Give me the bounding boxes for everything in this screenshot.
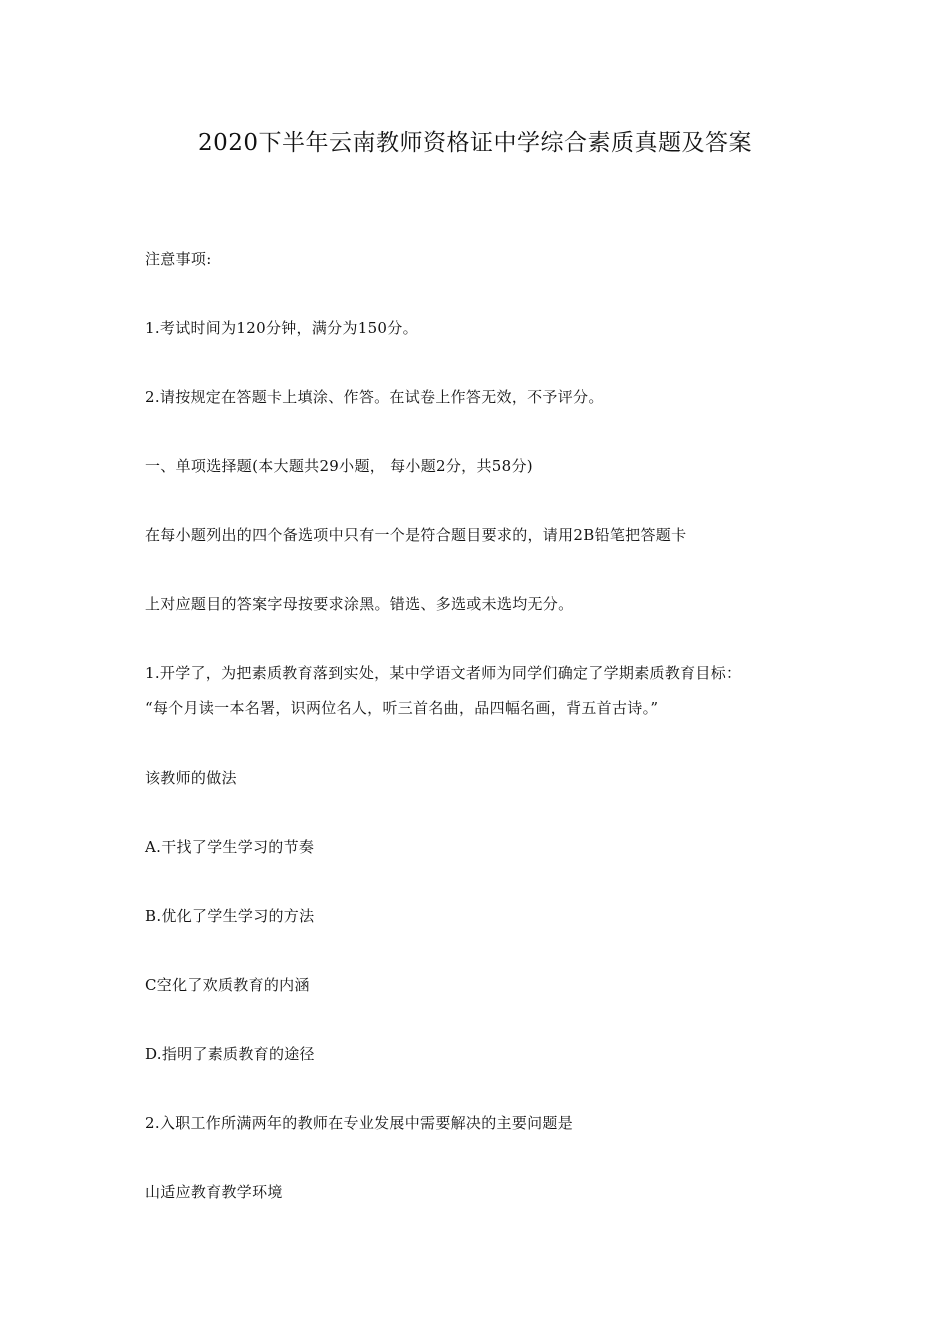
question-1-option-b: B.优化了学生学习的方法 [145,907,315,925]
question-1-stem-line-1: 1.开学了，为把素质教育落到实处，某中学语文者师为同学们确定了学期素质教育目标： [145,664,742,682]
question-1-option-a: A.干找了学生学习的节奏 [145,838,315,856]
question-1-option-c: C空化了欢质教育的内涵 [145,976,310,994]
question-2-stem: 2.入职工作所满两年的教师在专业发展中需要解决的主要问题是 [145,1114,574,1132]
question-1-stem-line-2: “每个月读一本名署，识两位名人，听三首名曲，品四幅名画，背五首古诗。” [145,699,659,717]
instruction-line-2: 上对应题目的答案字母按要求涂黑。错选、多选或未选均无分。 [145,595,574,613]
notice-heading: 注意事项: [145,250,212,268]
document-title: 2020下半年云南教师资格证中学综合素质真题及答案 [197,130,753,156]
notice-item-2: 2.请按规定在答题卡上填涂、作答。在试卷上作答无效，不予评分。 [145,388,604,406]
section-heading: 一、单项选择题(本大题共29小题， 每小题2分，共58分) [145,457,533,475]
question-1-stem-line-3: 该教师的做法 [145,769,237,787]
notice-item-1: 1.考试时间为120分钟，满分为150分。 [145,319,418,337]
question-2-option-a: 山适应教育教学环境 [145,1183,283,1201]
question-1-option-d: D.指明了素质教育的途径 [145,1045,315,1063]
instruction-line-1: 在每小题列出的四个备选项中只有一个是符合题目要求的，请用2B铅笔把答题卡 [145,526,687,544]
